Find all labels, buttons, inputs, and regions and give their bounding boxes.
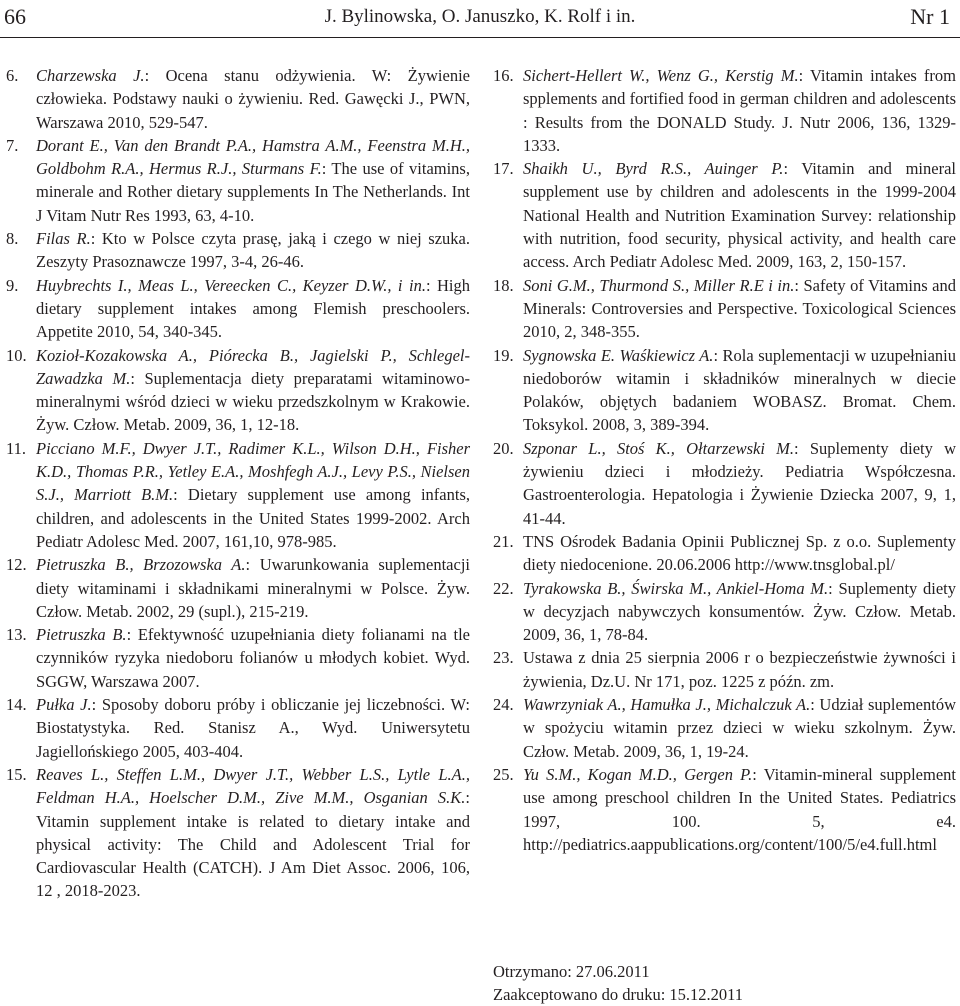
reference-text: Ustawa z dnia 25 sierpnia 2006 r o bezpieczeństwie żywności i żywienia, Dz.U. Nr 171, poz. 1225 z późn. zm. [523, 648, 956, 691]
reference-item [493, 344, 956, 437]
reference-text: : Udział suplementów w spożyciu witamin przez dzieci w wieku szkolnym. Żyw. Człow. Metab. 2009, 36, 1, 19-24. [523, 695, 956, 761]
reference-text: : Vitamin supplement intake is related to dietary intake and physical activity: The Child and Adolescent Trial for Cardiovascular Health (CATCH). J Am Diet Assoc. 2006, 106, 12 , 2018-2023. [36, 788, 470, 901]
page-number: 66 [4, 4, 26, 29]
reference-item [493, 437, 956, 530]
reference-authors: Filas R. [36, 229, 91, 249]
reference-authors: Dorant E., Van den Brandt P.A., Hamstra A.M., Feenstra M.H., Goldbohm R.A., Hermus R.J., Sturmans F. [36, 135, 470, 179]
reference-authors: Wawrzyniak A., Hamułka J., Michalczuk A. [523, 695, 811, 715]
reference-number: 12. [6, 555, 27, 575]
reference-number: 10. [6, 345, 27, 365]
reference-text: : Safety of Vitamins and Minerals: Controversies and Perspective. Toxicological Sciences 2010, 2, 348-355. [523, 275, 957, 342]
references-right-column [493, 64, 956, 856]
reference-authors: Yu S.M., Kogan M.D., Gergen P. [523, 764, 753, 784]
reference-text: : Suplementacja diety preparatami witaminowo-mineralnymi wśród dzieci w wieku przedszkolnym w Krakowie. Żyw. Człow. Metab. 2009, 36, 1, 12-18. [36, 368, 470, 435]
issue-number: Nr 1 [910, 4, 950, 29]
accepted-date: Zaakceptowano do druku: 15.12.2011 [493, 985, 744, 1004]
reference-number: 6. [6, 66, 19, 85]
reference-item [6, 344, 470, 437]
reference-authors: Picciano M.F., Dwyer J.T., Radimer K.L., Wilson D.H., Fisher K.D., Thomas P.R., Yetley E.A., Moshfegh A.J., Levy P.S., Nielsen S.J., Marriott B.M. [36, 438, 470, 505]
reference-text: : Kto w Polsce czyta prasę, jaką i czego w niej szuka. Zeszyty Prasoznawcze 1997, 3-4, 26-46. [36, 229, 470, 272]
reference-text: : Vitamin-mineral supplement use among preschool children In the United States. Pediatrics 1997, 100. 5, e4. http://pediatrics.aappublications.org/content/100/5/e4.full.html [523, 764, 956, 854]
reference-text: : Uwarunkowania suplementacji diety witaminami i składnikami mineralnymi w Polsce. Żyw. Człow. Metab. 2002, 29 (supl.), 215-219. [36, 555, 470, 621]
reference-authors: Reaves L., Steffen L.M., Dwyer J.T., Webber L.S., Lytle L.A., Feldman H.A., Hoelscher D.M., Zive M.M., Osganian S.K. [36, 764, 470, 808]
reference-item [493, 274, 956, 344]
reference-item [6, 437, 470, 553]
reference-item [6, 227, 470, 274]
reference-number: 16. [493, 66, 514, 85]
reference-number: 23. [493, 648, 514, 668]
reference-authors: Shaikh U., Byrd R.S., Auinger P. [523, 159, 784, 179]
reference-number: 7. [6, 135, 19, 155]
reference-item [6, 693, 470, 763]
reference-authors: Kozioł-Kozakowska A., Piórecka B., Jagielski P., Schlegel-Zawadzka M. [36, 345, 470, 388]
reference-number: 20. [493, 438, 514, 458]
article-dates [493, 960, 743, 1006]
reference-authors: Tyrakowska B., Świrska M., Ankiel-Homa M. [523, 578, 829, 598]
reference-number: 8. [6, 229, 19, 249]
reference-number: 9. [6, 275, 19, 295]
reference-number: 11. [6, 438, 27, 458]
reference-text: : Vitamin and mineral supplement use by children and adolescents in the 1999-2004 National Health and Nutrition Examination Survey: relationship with nutrition, food security, physical activity, and health care access. Arch Pediatr Adolesc Med. 2009, 163, 2, 150-157. [523, 159, 956, 272]
reference-authors: Sichert-Hellert W., Wenz G., Kerstig M. [523, 66, 799, 85]
reference-text: : Dietary supplement use among infants, children, and adolescents in the United States 1999-2002. Arch Pediatr Adolesc Med. 2007, 161,10, 978-985. [36, 485, 470, 551]
reference-item [493, 763, 956, 856]
reference-number: 17. [493, 159, 514, 179]
received-date: Otrzymano: 27.06.2011 [493, 962, 650, 981]
reference-text: : Sposoby doboru próby i obliczanie jej liczebności. W: Biostatystyka. Red. Stanisz A., Wyd. Uniwersytetu Jagiellońskiego 2005, 403-404. [36, 695, 470, 761]
reference-authors: Pietruszka B., Brzozowska A. [36, 555, 246, 575]
reference-item [6, 274, 470, 344]
reference-text: TNS Ośrodek Badania Opinii Publicznej Sp. z o.o. Suplementy diety niedocenione. 20.06.2006 http://www.tnsglobal.pl/ [523, 531, 956, 575]
reference-number: 22. [493, 578, 514, 598]
running-title: J. Bylinowska, O. Januszko, K. Rolf i in. [324, 6, 636, 27]
reference-item [493, 577, 956, 647]
reference-text: : High dietary supplement intakes among Flemish preschoolers. Appetite 2010, 54, 340-345. [36, 275, 471, 342]
header-rule [0, 37, 960, 38]
reference-item [493, 64, 956, 157]
reference-text: : Suplementy diety w decyzjach nabywczych konsumentów. Żyw. Człow. Metab. 2009, 36, 1, 78-84. [523, 578, 956, 645]
reference-text: : Ocena stanu odżywienia. W: Żywienie człowieka. Podstawy nauki o żywieniu. Red. Gawęcki J., PWN, Warszawa 2010, 529-547. [36, 66, 470, 132]
reference-item [493, 693, 956, 763]
reference-text: : Suplementy diety w żywieniu dzieci i młodzieży. Pediatria Współczesna. Gastroenterologia. Hepatologia i Żywienie Dziecka 2007, 9, 1, 41-44. [523, 438, 956, 528]
reference-authors: Sygnowska E. Waśkiewicz A. [523, 345, 714, 365]
reference-text: : Efektywność uzupełniania diety folianami na tle czynników ryzyka niedoboru folianów u młodych kobiet. Wyd. SGGW, Warszawa 2007. [36, 625, 470, 691]
reference-item [493, 530, 956, 577]
reference-number: 19. [493, 345, 514, 365]
reference-authors: Pietruszka B. [36, 625, 127, 645]
reference-number: 18. [493, 275, 514, 295]
reference-authors: Pułka J. [36, 695, 92, 715]
reference-item [6, 64, 470, 134]
reference-text: : Rola suplementacji w uzupełnianiu niedoborów witamin i składników mineralnych w diecie Polaków, objętych badaniem WOBASZ. Bromat. Chem. Toksykol. 2008, 3, 389-394. [523, 345, 956, 435]
reference-number: 25. [493, 764, 514, 784]
reference-item [493, 157, 956, 273]
page-header [0, 0, 960, 40]
reference-authors: Charzewska J. [36, 66, 145, 85]
reference-item [6, 553, 470, 623]
reference-item [6, 623, 470, 693]
reference-authors: Huybrechts I., Meas L., Vereecken C., Keyzer D.W., i in. [36, 275, 426, 295]
reference-number: 13. [6, 625, 27, 645]
reference-text: : The use of vitamins, minerale and Rother dietary supplements In The Netherlands. Int J Vitam Nutr Res 1993, 63, 4-10. [36, 159, 470, 225]
reference-item [6, 763, 470, 903]
reference-number: 15. [6, 764, 27, 784]
reference-text: : Vitamin intakes from spplements and fortified food in german children and adolescents : Results from the DONALD Study. J. Nutr 2006, 136, 1329-1333. [523, 66, 956, 155]
reference-item [493, 646, 956, 693]
reference-item [6, 134, 470, 227]
references-left-column [6, 64, 470, 903]
reference-number: 24. [493, 695, 514, 715]
reference-authors: Soni G.M., Thurmond S., Miller R.E i in. [523, 275, 795, 295]
reference-number: 14. [6, 695, 27, 715]
reference-authors: Szponar L., Stoś K., Ołtarzewski M. [523, 438, 795, 458]
reference-number: 21. [493, 531, 514, 551]
